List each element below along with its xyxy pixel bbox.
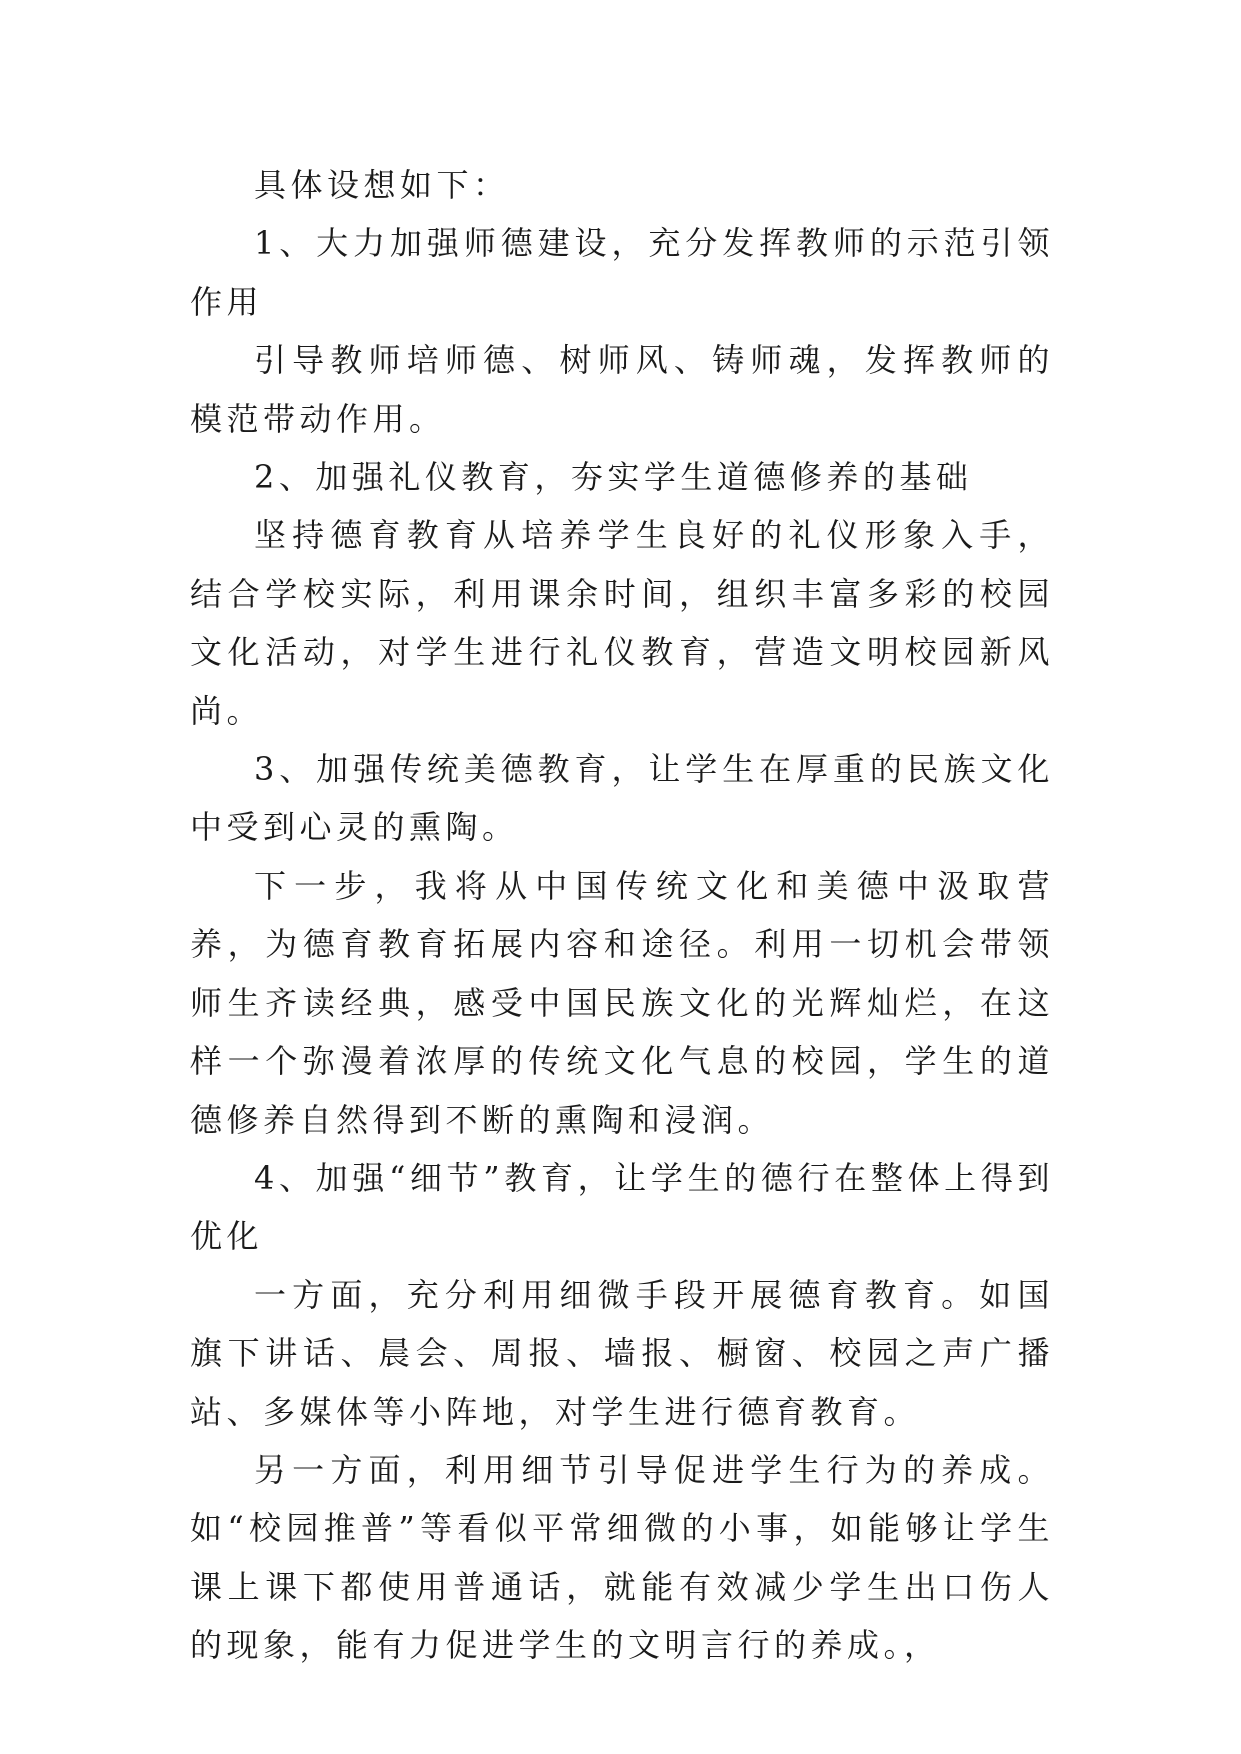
paragraph-4-body-a: 一方面，充分利用细微手段开展德育教育。如国旗下讲话、晨会、周报、墙报、橱窗、校园之声广播站、多媒体等小阵地，对学生进行德育教育。 [190, 1275, 1054, 1431]
paragraph-1-body: 引导教师培师德、树师风、铸师魂，发挥教师的模范带动作用。 [190, 341, 1054, 438]
heading-2-etiquette: 2、加强礼仪教育，夯实学生道德修养的基础 [254, 458, 973, 497]
paragraph-3-body: 下一步，我将从中国传统文化和美德中汲取营养，为德育教育拓展内容和途径。利用一切机会带领师生齐读经典，感受中国民族文化的光辉灿烂，在这样一个弥漫着浓厚的传统文化气息的校园，学生的道德修养自然得到不断的熏陶和浸润。 [190, 866, 1054, 1139]
paragraph-4-body-b: 另一方面，利用细节引导促进学生行为的养成。如“校园推普”等看似平常细微的小事，如能够让学生课上课下都使用普通话，就能有效减少学生出口伤人的现象，能有力促进学生的文明言行的养成。， [190, 1450, 1054, 1665]
paragraph-2-body: 坚持德育教育从培养学生良好的礼仪形象入手，结合学校实际，利用课余时间，组织丰富多彩的校园文化活动，对学生进行礼仪教育，营造文明校园新风尚。 [190, 516, 1054, 730]
heading-4-details: 4、加强“细节”教育，让学生的德行在整体上得到优化 [190, 1158, 1054, 1256]
heading-3-traditional-virtue: 3、加强传统美德教育，让学生在厚重的民族文化中受到心灵的熏陶。 [190, 750, 1054, 847]
document-body [190, 156, 1054, 1675]
heading-1-teacher-ethics: 1、大力加强师德建设，充分发挥教师的示范引领作用 [190, 224, 1054, 321]
paragraph-intro: 具体设想如下： [254, 166, 510, 204]
